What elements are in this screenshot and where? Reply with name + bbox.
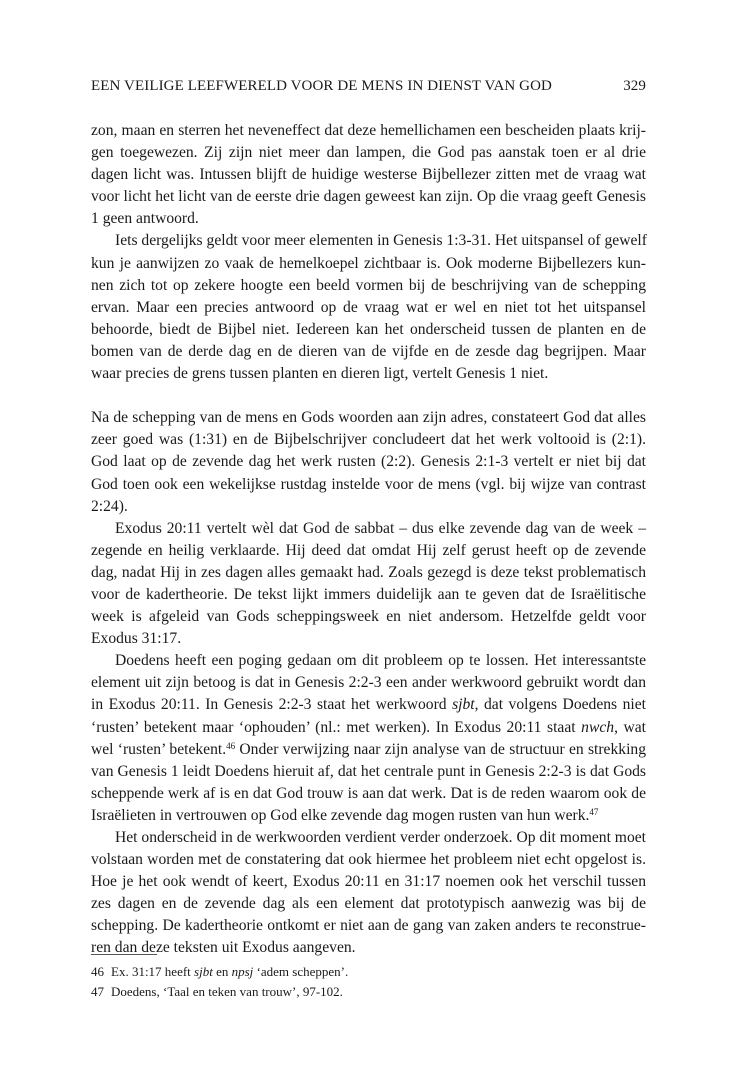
text-line: kun je aanwijzen zo vaak de hemelkoepel zichtbaar is. Ook moderne Bijbellezers kun- (91, 254, 646, 272)
text-line: dagen licht was. Intussen blijft de huidige westerse Bijbellezer zitten met de vraag wat (91, 166, 646, 184)
text-line: gen toegewezen. Zij zijn niet meer dan lampen, die God pas aanstak toen er al drie (91, 144, 646, 162)
section-break (91, 385, 646, 407)
text-line: schepping. De kadertheorie ontkomt er niet aan de gang van zaken anders te reconstrue- (91, 917, 646, 935)
text-line: 2:24). (91, 497, 128, 515)
text-run: Israëlieten in vertrouwen op God elke zevende dag mogen rusten van hun werk. (91, 806, 590, 824)
page-number: 329 (623, 78, 646, 94)
text-line: ervan. Maar een precies antwoord op de vraag wat er wel en niet tot het uitspansel (91, 298, 646, 316)
paragraph-3 (91, 407, 646, 517)
text-line: ren dan deze teksten uit Exodus aangeven. (91, 939, 356, 957)
text-line: 1 geen antwoord. (91, 210, 199, 228)
text-line: waar precies de grens tussen planten en dieren ligt, vertelt Genesis 1 niet. (91, 365, 549, 383)
text-line: Hoe je het ook wendt of keert, Exodus 20:11 en 31:17 noemen ook het verschil tussen (91, 873, 646, 891)
paragraph-5 (91, 650, 646, 827)
text-line: God toen ook een wekelijkse rustdag instelde voor de mens (vgl. bij wijze van contrast (91, 475, 646, 493)
hebrew-term: sjbt (452, 696, 475, 714)
text-line: van Genesis 1 leidt Doedens hieruit af, dat het centrale punt in Genesis 2:2-3 is dat Gods (91, 762, 646, 780)
hebrew-term: npsj (231, 964, 254, 979)
body-text (91, 120, 646, 960)
text-line: dag, nadat Hij in zes dagen alles gemaakt had. Zoals gezegd is deze tekst problematisch (91, 563, 646, 581)
text-line: volstaan worden met de constatering dat ook hiermee het probleem niet echt opgelost is. (91, 851, 646, 869)
text-run: Ex. 31:17 heeft (111, 964, 195, 979)
footnote-number: 47 (91, 984, 104, 999)
footnote-ref[interactable]: 46 (226, 740, 236, 751)
footnote-text: Doedens, ‘Taal en teken van trouw’, 97-102. (111, 984, 343, 999)
footnote-number: 46 (91, 964, 104, 979)
text-line: Doedens heeft een poging gedaan om dit probleem op te lossen. Het interessantste (115, 652, 646, 670)
text-line: God laat op de zevende dag het werk rusten (2:2). Genesis 2:1-3 vertelt er niet bij dat (91, 453, 646, 471)
text-run: wel ‘rusten’ betekent. (91, 740, 227, 758)
text-run: , wat (614, 718, 647, 736)
hebrew-term: sjbt (194, 964, 213, 979)
text-line (91, 739, 646, 761)
paragraph-2 (91, 230, 646, 385)
text-line: element uit zijn betoog is dat in Genesis 2:2-3 een ander werkwoord gebruikt wordt dan (91, 674, 646, 692)
text-line (91, 694, 646, 716)
text-line: Na de schepping van de mens en Gods woorden aan zijn adres, constateert God dat alles (91, 409, 646, 427)
running-title: EEN VEILIGE LEEFWERELD VOOR DE MENS IN DIENST VAN GOD (91, 78, 552, 94)
text-line: behoorde, biedt de Bijbel niet. Iedereen kan het onderscheid tussen de planten en de (91, 320, 646, 338)
text-run: en (212, 964, 232, 979)
text-line: zegende en heilig verklaarde. Hij deed dat omdat Hij zelf gerust heeft op de zevende (91, 541, 646, 559)
hebrew-term: nwch (581, 718, 615, 736)
text-run: , dat volgens Doedens niet (474, 696, 646, 714)
footnote-separator (91, 954, 157, 955)
text-line: bomen van de derde dag en de dieren van de vijfde en de zesde dag begrijpen. Maar (91, 342, 646, 360)
text-line: scheppende werk af is en dat God trouw is aan dat werk. Dat is de reden waarom ook de (91, 784, 646, 802)
text-line: voor de kadertheorie. De tekst lijkt immers duidelijk aan te geven dat de Israëlitische (91, 585, 646, 603)
paragraph-4 (91, 518, 646, 651)
text-run: ‘rusten’ betekent maar ‘ophouden’ (nl.: met werken). In Exodus 20:11 staat (91, 718, 582, 736)
text-run: ‘adem scheppen’. (253, 964, 349, 979)
text-line: zes dagen en de zevende dag als een element dat prototypisch aanwezig was bij de (91, 895, 646, 913)
text-line: Iets dergelijks geldt voor meer elementen in Genesis 1:3-31. Het uitspansel of gewelf (115, 232, 647, 250)
footnote-ref[interactable]: 47 (589, 806, 599, 817)
text-line: Exodus 20:11 vertelt wèl dat God de sabbat – dus elke zevende dag van de week – (115, 519, 646, 537)
text-line (91, 717, 646, 739)
footnote-47 (91, 982, 646, 1002)
footnote-46 (91, 962, 646, 982)
text-line: Exodus 31:17. (91, 630, 182, 648)
text-line: zeer goed was (1:31) en de Bijbelschrijver concludeert dat het werk voltooid is (2:1). (91, 431, 646, 449)
paragraph-1 (91, 120, 646, 230)
text-line (91, 805, 646, 827)
text-line: voor licht het licht van de eerste drie dagen geweest kan zijn. Op die vraag geeft Genesis (91, 188, 646, 206)
text-run: in Exodus 20:11. In Genesis 2:2-3 staat het werkwoord (91, 696, 453, 714)
text-line: nen zich tot op zekere hoogte een beeld vormen bij de beschrijving van de schepping (91, 276, 646, 294)
text-line: Het onderscheid in de werkwoorden verdient verder onderzoek. Op dit moment moet (115, 829, 646, 846)
text-run: Onder verwijzing naar zijn analyse van de structuur en strekking (235, 740, 646, 758)
paragraph-6 (91, 827, 646, 960)
footnotes (91, 962, 646, 1002)
text-line: zon, maan en sterren het neveneffect dat deze hemellichamen een bescheiden plaats krij- (91, 122, 646, 139)
text-line: week is afgeleid van Gods scheppingsweek en niet andersom. Hetzelfde geldt voor (91, 608, 646, 626)
